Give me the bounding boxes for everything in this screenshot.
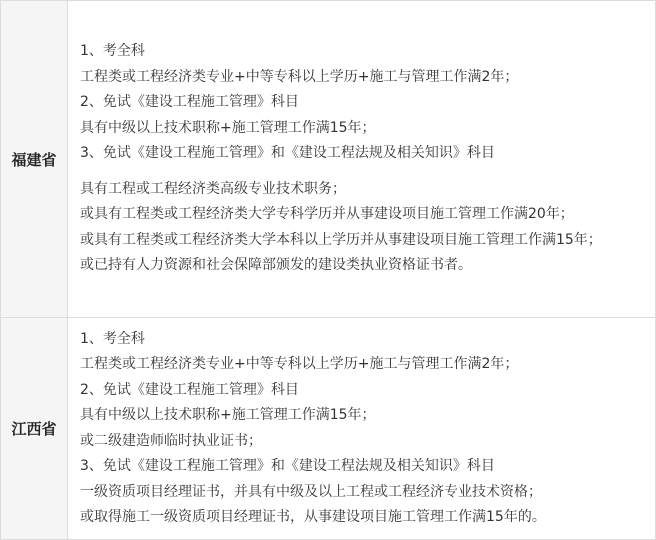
requirement-line: 工程类或工程经济类专业+中等专科以上学历+施工与管理工作满2年；: [80, 68, 519, 85]
table-row-fujian: [1, 1, 656, 318]
requirement-line: 或二级建造师临时执业证书；: [80, 432, 262, 449]
requirement-line: 或已持有人力资源和社会保障部颁发的建设类执业资格证书者。: [80, 257, 472, 274]
requirement-line: 工程类或工程经济类专业+中等专科以上学历+施工与管理工作满2年；: [80, 356, 519, 372]
requirement-line: 或具有工程类或工程经济类大学专科学历并从事建设项目施工管理工作满20年；: [80, 206, 574, 223]
requirement-line: 一级资质项目经理证书，并具有中级及以上工程或工程经济专业技术资格；: [80, 483, 542, 500]
province-cell: 江西省: [1, 318, 68, 540]
requirement-line: 具有中级以上技术职称+施工管理工作满15年；: [80, 407, 376, 423]
requirement-line: 1、考全科: [80, 330, 145, 347]
requirement-line: 3、免试《建设工程施工管理》和《建设工程法规及相关知识》科目: [80, 458, 495, 474]
requirements-cell: [68, 318, 656, 540]
requirement-line: 具有中级以上技术职称+施工管理工作满15年；: [80, 119, 376, 136]
requirement-line: 具有工程或工程经济类高级专业技术职务；: [80, 180, 346, 197]
table-row-jiangxi: [1, 318, 656, 540]
requirement-line: 或具有工程类或工程经济类大学本科以上学历并从事建设项目施工管理工作满15年；: [80, 231, 602, 248]
paragraph-gap: [80, 167, 649, 177]
requirement-line: 2、免试《建设工程施工管理》科目: [80, 94, 299, 111]
requirements-cell: [68, 1, 656, 318]
requirement-line: 3、免试《建设工程施工管理》和《建设工程法规及相关知识》科目: [80, 145, 495, 162]
requirement-line: 或取得施工一级资质项目经理证书，从事建设项目施工管理工作满15年的。: [80, 509, 546, 525]
province-cell: 福建省: [1, 1, 68, 318]
requirement-line: 1、考全科: [80, 43, 145, 60]
requirement-line: 2、免试《建设工程施工管理》科目: [80, 381, 299, 398]
